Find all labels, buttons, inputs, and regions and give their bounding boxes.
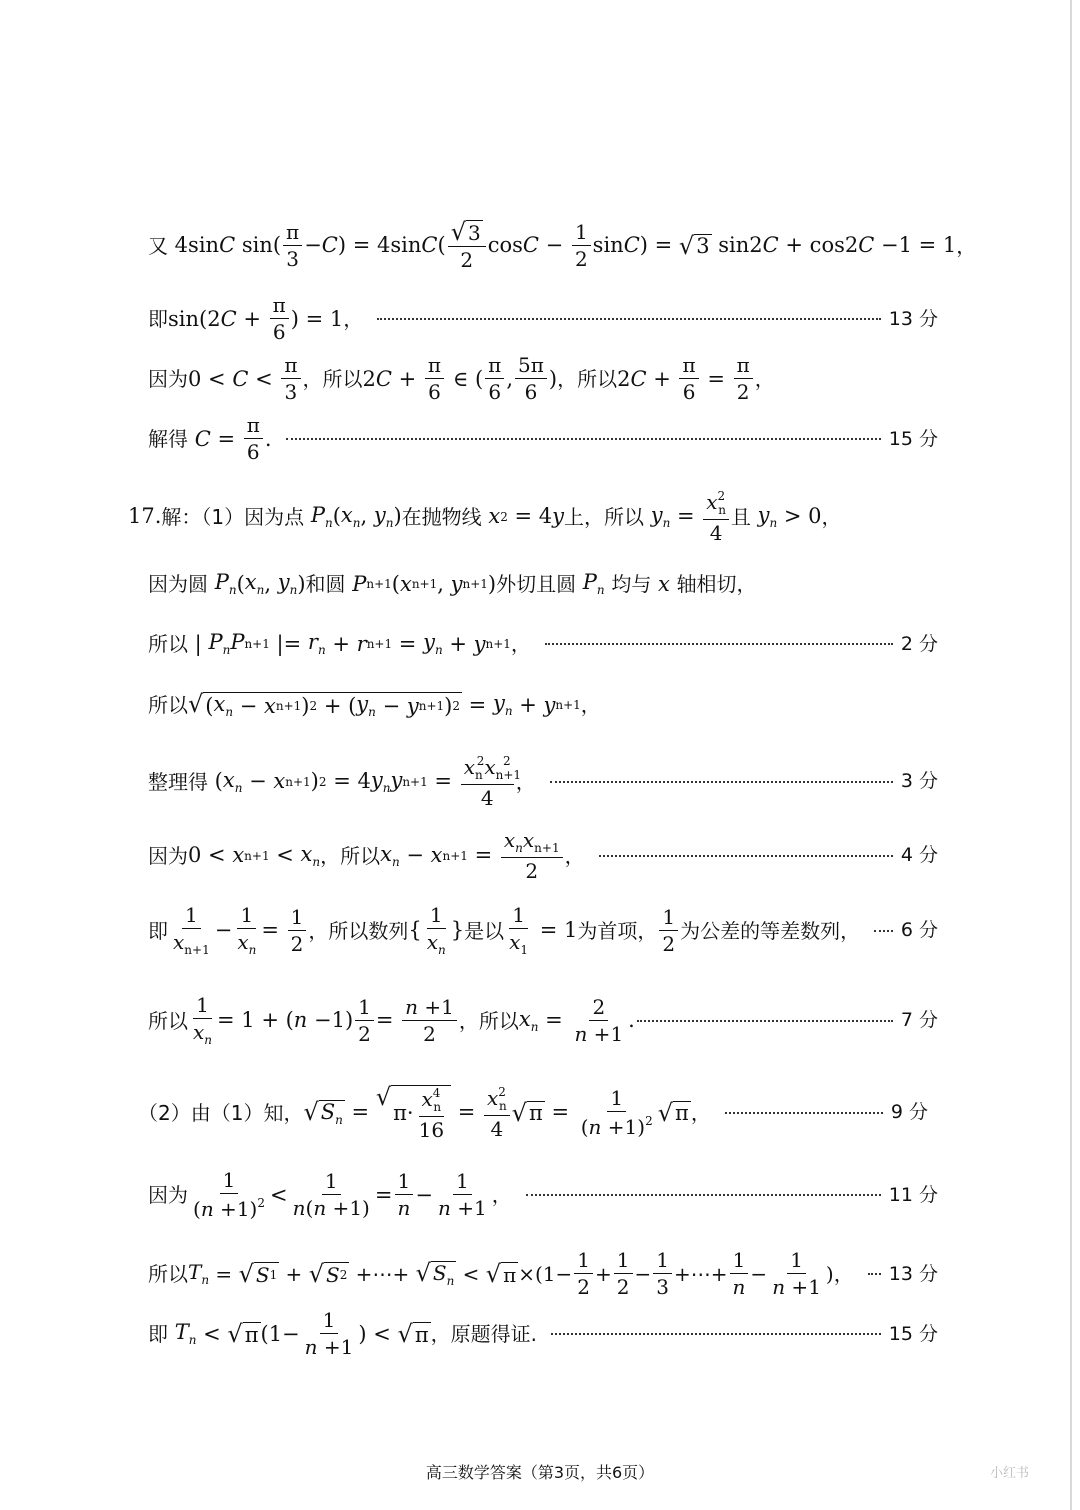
- line-14: [148, 1170, 938, 1220]
- text: ，所以数列: [308, 918, 409, 943]
- text: 为首项，: [577, 918, 658, 943]
- formula: $\frac{1}{x_{n+1}}$ − $\frac{1}{x_n}$ = $\frac{1}{2}$: [168, 905, 308, 957]
- score-label: 9 分: [890, 1101, 928, 1124]
- text: 因为圆: [148, 572, 208, 596]
- formula: x 2 = 4 y: [488, 504, 565, 529]
- formula: $\frac{1}{x_1}$ = 1: [509, 903, 578, 957]
- line-6: [148, 572, 938, 596]
- text: ，: [510, 632, 531, 656]
- text: ，所以: [458, 1008, 519, 1033]
- text: ，: [564, 843, 585, 868]
- text: 因为: [148, 843, 188, 868]
- line-5: [128, 490, 918, 544]
- formula: $\frac{1}{(n +1)^2}$ < $\frac{1}{n(n +1)}$ = $\frac{1}{n}$ − $\frac{1}{n +1}$: [193, 1168, 487, 1221]
- line-8: [148, 692, 938, 718]
- text: ，: [343, 307, 364, 331]
- text: ，: [580, 693, 601, 717]
- line-2: [148, 295, 938, 343]
- formula: x: [658, 571, 670, 596]
- formula: $T_n$ = √ S 1 + √ S 2 +⋯+ √ $S_n$ < √ π ×(1− $\frac{1}{2}$ + $\frac{1}{2}$ − $\frac{1}{3}$ +⋯+ $\frac{1}{n}$ − $\frac{1}{n +1}$ ): [188, 1248, 834, 1299]
- score-label: 13 分: [888, 307, 938, 330]
- dot-leader: [637, 1020, 893, 1022]
- text: 即: [148, 918, 168, 943]
- score-label: 6 分: [900, 919, 938, 942]
- text: 在抛物线: [401, 504, 482, 529]
- dot-leader: [286, 438, 881, 440]
- formula: 2 C + $\frac{\pi}{6}$ = $\frac{\pi}{2}$: [617, 355, 755, 403]
- text: 为公差的等差数列，: [680, 918, 861, 943]
- formula: ( $x_n$ − x n+1 ) 2 = 4 $y_ny$ n+1 = $\frac{x_n^2x_{n+1}^2}{4}$: [208, 754, 522, 810]
- text: ，原题得证.: [430, 1322, 537, 1346]
- text: 即: [148, 1322, 168, 1346]
- text: 上，所以: [564, 504, 645, 529]
- text: 整理得: [148, 769, 208, 794]
- formula: $y_n$ = $\frac{x^2_n}{4}$: [644, 490, 731, 544]
- formula: 2 C + $\frac{\pi}{6}$ ∈ ( $\frac{\pi}{6}$ , $\frac{5\pi}{6}$ ): [362, 353, 558, 404]
- dot-leader: [599, 855, 893, 857]
- dot-leader: [868, 1273, 881, 1275]
- dot-leader: [526, 1194, 881, 1196]
- formula: C = $\frac{\pi}{6}$: [188, 415, 265, 463]
- score-label: 13 分: [888, 1262, 938, 1285]
- line-12: [148, 995, 938, 1047]
- line-7: [148, 632, 938, 656]
- question-number: 17.: [128, 504, 162, 529]
- line-15: [148, 1250, 938, 1298]
- text: ，: [833, 1262, 854, 1286]
- line-11: [148, 905, 938, 957]
- formula: $T_n$ < √ π (1− $\frac{1}{n +1}$ ) < √ π: [174, 1308, 429, 1359]
- score-label: 15 分: [888, 427, 938, 450]
- score-label: 3 分: [900, 770, 938, 793]
- text: ，: [515, 769, 536, 794]
- formula: P n+1 ( x n+1 , y n+1 ): [352, 571, 497, 596]
- formula: √ ( $x_n$ − x n+1 ) 2 + ( $y_n$ − y n+1 ) 2 = $y_n$ + y n+1: [188, 690, 581, 719]
- score-label: 11 分: [888, 1183, 938, 1206]
- dot-leader: [551, 1333, 881, 1335]
- text: 即: [148, 307, 168, 331]
- text: 所以: [148, 1008, 188, 1033]
- text: 所以: [148, 693, 188, 717]
- dot-leader: [545, 643, 893, 645]
- watermark: 小红书: [990, 1466, 1030, 1481]
- formula: $P_n$ ( $x_n$ , $y_n$ ): [310, 502, 402, 530]
- text: 解：（1）因为点: [161, 504, 305, 529]
- text: ，所以: [320, 843, 381, 868]
- text: ，: [821, 504, 842, 529]
- text: 所以: [148, 632, 188, 656]
- formula: √ $S_n$ = √ π· $\frac{x^4_n}{16}$ = $\frac{x^2_n}{4}$ √ π = $\frac{1}{(n +1)^2}$ √ π: [303, 1083, 689, 1142]
- text: 解得: [148, 427, 188, 451]
- formula: { $\frac{1}{x_n}$ }: [408, 903, 465, 957]
- line-3: [148, 355, 938, 403]
- formula: $P_n$ ( $x_n$ , $y_n$ ): [214, 570, 306, 597]
- text: ，: [690, 1100, 711, 1125]
- dot-leader: [725, 1112, 883, 1114]
- formula: 0 < C < $\frac{\pi}{3}$: [188, 355, 303, 403]
- text: ，: [491, 1183, 512, 1207]
- line-4: [148, 415, 938, 463]
- formula: $x_n$ − x n+1 = $\frac{x_nx_{n+1}}{2}$: [380, 830, 564, 882]
- page-edge: [1070, 0, 1072, 1510]
- formula: $\frac{1}{x_n}$ = 1 + ( n −1) $\frac{1}{2}$ = $\frac{n +1}{2}$: [188, 995, 459, 1047]
- page-footer: 高三数学答案（第3页，共6页）: [425, 1463, 655, 1482]
- text: 均与: [611, 572, 652, 596]
- formula: | $P_nP$ n+1 |= $r_n$ + r n+1 = $y_n$ + y n+1: [188, 630, 511, 657]
- text: 是以: [464, 918, 505, 943]
- text: ，: [956, 233, 977, 258]
- formula: $x_n$ = $\frac{2}{n +1}$: [518, 994, 624, 1046]
- line-1: [148, 218, 977, 272]
- text: 且: [730, 504, 751, 529]
- line-16: [148, 1310, 938, 1358]
- text: .: [264, 426, 272, 451]
- text: 因为: [148, 367, 188, 391]
- score-label: 15 分: [888, 1322, 938, 1345]
- score-label: 2 分: [900, 632, 938, 655]
- formula: sin(2 C + $\frac{\pi}{6}$ ) = 1: [168, 293, 344, 344]
- text: ，所以: [302, 367, 363, 391]
- text: .: [628, 1008, 635, 1033]
- text: 因为: [148, 1183, 188, 1207]
- line-13: [138, 1085, 928, 1141]
- score-label: 4 分: [900, 844, 938, 867]
- dot-leader: [550, 781, 893, 783]
- formula: 0 < x n+1 < $x_n$: [188, 841, 321, 869]
- text: ，: [754, 367, 775, 391]
- formula: $P_n$: [582, 570, 605, 597]
- line-10: [148, 830, 938, 882]
- text: 所以: [148, 1262, 188, 1286]
- text: 和圆: [305, 572, 346, 596]
- dot-leader: [377, 318, 881, 320]
- text: ，所以: [557, 367, 618, 391]
- formula: 4sin C sin( $\frac{\pi}{3}$ − C ) = 4sin C ( √ 3 2 cos C − $\frac{1}{2}$ sin C ) = √ 3 sin2 C + cos2 C −1 = 1: [168, 218, 957, 272]
- formula: $y_n$ > 0: [757, 502, 822, 530]
- text: （2）由（1）知，: [138, 1100, 304, 1125]
- text: 外切且圆: [496, 572, 577, 596]
- score-label: 7 分: [900, 1009, 938, 1032]
- text: 轴相切，: [676, 572, 757, 596]
- dot-leader: [874, 930, 893, 932]
- line-9: [148, 755, 938, 809]
- text: 又: [148, 233, 168, 258]
- formula: $\frac{1}{2}$: [657, 907, 680, 955]
